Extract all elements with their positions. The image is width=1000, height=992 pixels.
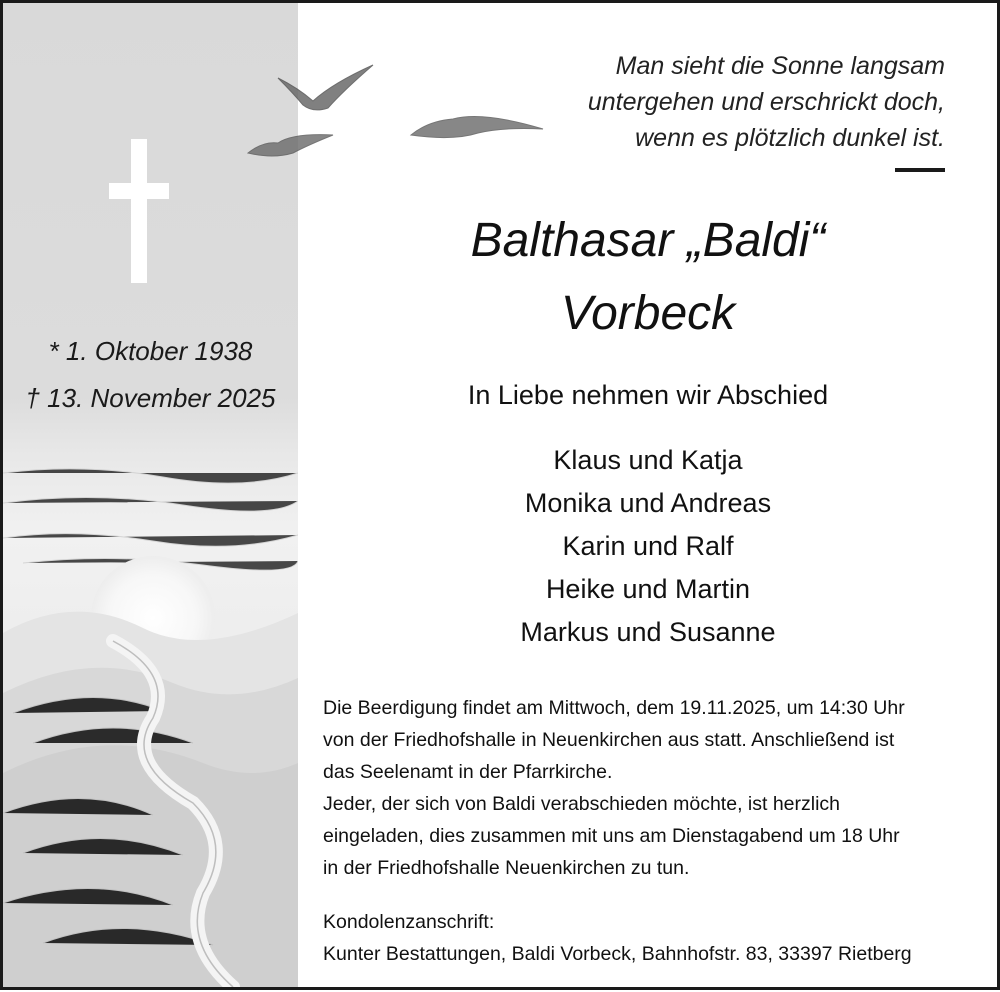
birds-illustration bbox=[233, 53, 563, 173]
deceased-name: Balthasar „Baldi“ bbox=[470, 214, 826, 267]
mourners-list bbox=[303, 439, 993, 654]
deceased-surname: Vorbeck bbox=[560, 287, 736, 340]
info-line: Jeder, der sich von Baldi verabschieden möchte, ist herzlich bbox=[323, 793, 841, 815]
info-line: von der Friedhofshalle in Neuenkirchen aus statt. Anschließend ist bbox=[323, 729, 895, 751]
quote-line: wenn es plötzlich dunkel ist. bbox=[635, 124, 945, 152]
condolence-address bbox=[323, 906, 993, 970]
condolence-address-line: Kunter Bestattungen, Baldi Vorbeck, Bahnhofstr. 83, 33397 Rietberg bbox=[323, 943, 912, 965]
farewell-text: In Liebe nehmen wir Abschied bbox=[467, 380, 829, 410]
quote-line: Man sieht die Sonne langsam bbox=[615, 52, 945, 80]
landscape-illustration bbox=[3, 443, 298, 987]
info-line: in der Friedhofshalle Neuenkirchen zu tun. bbox=[323, 857, 690, 879]
funeral-info bbox=[323, 692, 983, 884]
quote-divider bbox=[895, 168, 945, 172]
info-line: das Seelenamt in der Pfarrkirche. bbox=[323, 761, 613, 783]
mourner-item: Markus und Susanne bbox=[520, 617, 776, 647]
mourner-item: Heike und Martin bbox=[545, 574, 751, 604]
death-date: † 13. November 2025 bbox=[25, 383, 276, 413]
info-line: eingeladen, dies zusammen mit uns am Dienstagabend um 18 Uhr bbox=[323, 825, 900, 847]
condolence-label: Kondolenzanschrift: bbox=[323, 911, 495, 933]
birth-date: * 1. Oktober 1938 bbox=[48, 336, 253, 366]
cross-icon bbox=[109, 139, 169, 283]
quote-line: untergehen und erschrickt doch, bbox=[587, 88, 945, 116]
mourner-item: Karin und Ralf bbox=[562, 531, 734, 561]
quote bbox=[588, 48, 945, 156]
mourner-item: Klaus und Katja bbox=[553, 445, 743, 475]
mourner-item: Monika und Andreas bbox=[524, 488, 772, 518]
info-line: Die Beerdigung findet am Mittwoch, dem 19.11.2025, um 14:30 Uhr bbox=[323, 697, 905, 719]
